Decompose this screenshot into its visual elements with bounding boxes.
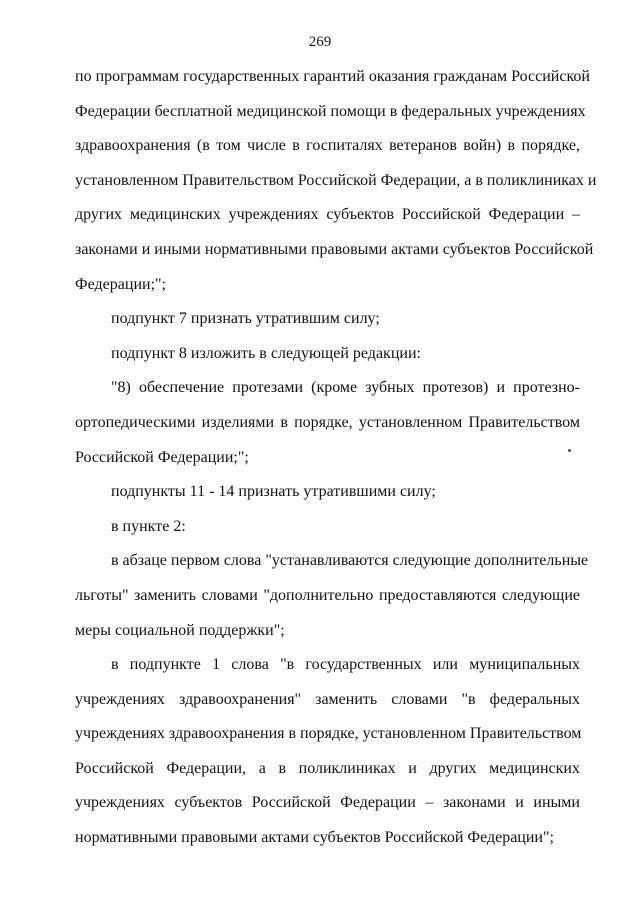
paragraph-subitem-1 <box>75 648 580 856</box>
paragraph-continuation <box>75 60 597 302</box>
text-line: учреждениях субъектов Российской Федерации – законами и иными <box>75 794 580 812</box>
text-line: подпункт 8 изложить в следующей редакции: <box>111 344 421 362</box>
text-line: здравоохранения (в том числе в госпиталях ветеранов войн) в порядке, <box>75 137 580 155</box>
text-line: "8) обеспечение протезами (кроме зубных протезов) и протезно- <box>111 379 580 397</box>
text-line: нормативными правовыми актами субъектов Российской Федерации"; <box>75 829 554 847</box>
paragraph-subitem-7 <box>75 302 580 337</box>
text-line: Федерации бесплатной медицинской помощи в федеральных учреждениях <box>75 102 586 120</box>
text-line: в абзаце первом слова "устанавливаются следующие дополнительные <box>111 552 589 570</box>
text-line: учреждениях здравоохранения в порядке, установленном Правительством <box>75 725 582 743</box>
paragraph-first-section <box>75 544 589 648</box>
text-line: учреждениях здравоохранения" заменить словами "в федеральных <box>75 690 580 708</box>
text-line: установленном Правительством Российской Федерации, а в поликлиниках и <box>75 171 597 189</box>
paragraph-item-2 <box>75 510 580 545</box>
text-line: подпункт 7 признать утратившим силу; <box>111 310 380 328</box>
text-line: подпункты 11 - 14 признать утратившими силу; <box>111 483 436 501</box>
text-line: Российской Федерации;"; <box>75 448 249 466</box>
document-body <box>75 60 597 856</box>
paragraph-subitem-8-intro <box>75 337 580 372</box>
text-line: в пункте 2: <box>111 517 186 535</box>
text-line: Российской Федерации, а в поликлиниках и других медицинских <box>75 759 580 777</box>
text-line: в подпункте 1 слова "в государственных или муниципальных <box>111 656 580 674</box>
paragraph-subitem-8-text <box>75 371 580 475</box>
text-line: по программам государственных гарантий оказания гражданам Российской <box>75 68 590 85</box>
text-line: других медицинских учреждениях субъектов Российской Федерации – <box>75 206 580 224</box>
text-line: ортопедическими изделиями в порядке, установленном Правительством <box>75 413 580 431</box>
text-line: меры социальной поддержки"; <box>75 621 285 639</box>
text-line: льготы" заменить словами "дополнительно предоставляются следующие <box>75 586 580 604</box>
scan-speck <box>568 449 571 452</box>
text-line: Федерации;"; <box>75 275 166 293</box>
paragraph-subitems-11-14 <box>75 475 580 510</box>
text-line: законами и иными нормативными правовыми актами субъектов Российской <box>75 240 594 258</box>
page-number: 269 <box>308 34 332 50</box>
